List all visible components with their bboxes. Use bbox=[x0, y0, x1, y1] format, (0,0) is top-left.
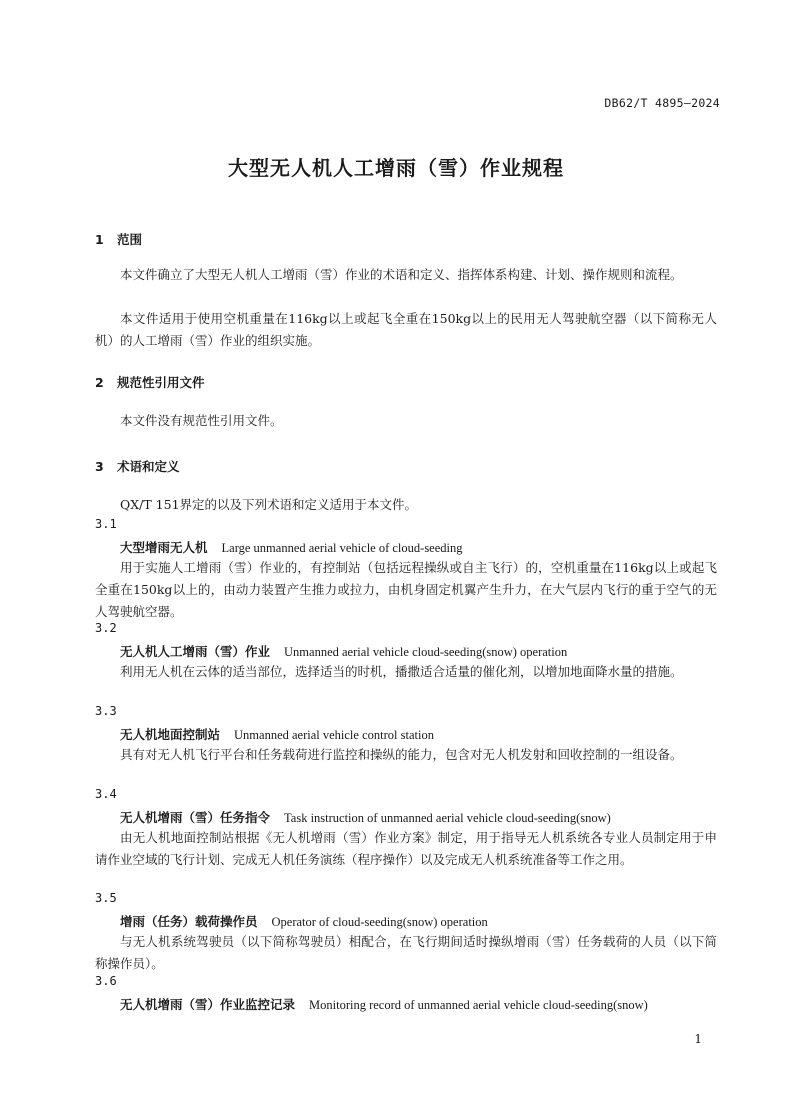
scope-paragraph-1: 本文件确立了大型无人机人工增雨（雪）作业的术语和定义、指挥体系构建、计划、操作规则和流程。 bbox=[120, 267, 683, 282]
term-heading bbox=[120, 995, 648, 1013]
term-number: 3.6 bbox=[95, 974, 117, 988]
section-number: 2 bbox=[95, 375, 104, 390]
term-en: Monitoring record of unmanned aerial vehicle cloud-seeding(snow) bbox=[309, 998, 648, 1012]
term-number: 3.5 bbox=[95, 891, 117, 905]
section-title: 规范性引用文件 bbox=[117, 375, 205, 390]
section-heading-normative-references bbox=[95, 373, 205, 391]
term-definition: 由无人机地面控制站根据《无人机增雨（雪）作业方案》制定，用于指导无人机系统各专业人员制定用于申请作业空域的飞行计划、完成无人机任务演练（程序操作）以及完成无人机系统准备等工作之用。 bbox=[95, 830, 717, 867]
term-en: Task instruction of unmanned aerial vehicle cloud-seeding(snow) bbox=[284, 811, 611, 825]
section-heading-scope bbox=[95, 230, 142, 248]
references-paragraph: 本文件没有规范性引用文件。 bbox=[120, 413, 283, 428]
section-title: 术语和定义 bbox=[117, 459, 180, 474]
term-cn: 无人机地面控制站 bbox=[120, 727, 221, 742]
term-en: Operator of cloud-seeding(snow) operation bbox=[271, 915, 488, 929]
terms-intro-paragraph: QX/T 151界定的以及下列术语和定义适用于本文件。 bbox=[120, 497, 418, 512]
term-heading bbox=[120, 642, 567, 660]
term-cn: 无人机增雨（雪）任务指令 bbox=[120, 810, 271, 825]
term-cn: 无人机人工增雨（雪）作业 bbox=[120, 644, 271, 659]
term-definition: 具有对无人机飞行平台和任务载荷进行监控和操纵的能力，包含对无人机发射和回收控制的一组设备。 bbox=[120, 747, 683, 762]
term-number: 3.4 bbox=[95, 787, 117, 801]
section-number: 1 bbox=[95, 232, 104, 247]
term-number: 3.1 bbox=[95, 517, 117, 531]
page-number: 1 bbox=[694, 1032, 702, 1046]
standard-code: DB62/T 4895—2024 bbox=[604, 96, 720, 110]
term-heading bbox=[120, 808, 611, 826]
term-en: Unmanned aerial vehicle cloud-seeding(snow) operation bbox=[284, 645, 568, 659]
term-number: 3.3 bbox=[95, 704, 117, 718]
term-cn: 无人机增雨（雪）作业监控记录 bbox=[120, 997, 296, 1012]
section-number: 3 bbox=[95, 459, 104, 474]
term-heading bbox=[120, 538, 463, 556]
term-cn: 大型增雨无人机 bbox=[120, 540, 208, 555]
section-title: 范围 bbox=[117, 232, 143, 247]
term-heading bbox=[120, 912, 488, 930]
term-heading bbox=[120, 725, 434, 743]
document-title: 大型无人机人工增雨（雪）作业规程 bbox=[228, 156, 564, 180]
section-heading-terms bbox=[95, 457, 180, 475]
term-number: 3.2 bbox=[95, 621, 117, 635]
term-definition: 利用无人机在云体的适当部位，选择适当的时机，播撒适合适量的催化剂，以增加地面降水量的措施。 bbox=[120, 664, 683, 679]
term-definition: 用于实施人工增雨（雪）作业的，有控制站（包括远程操纵或自主飞行）的，空机重量在116kg以上或起飞全重在150kg以上的，由动力装置产生推力或拉力，由机身固定机翼产生升力，在大气层内飞行的重于空气的无人驾驶航空器。 bbox=[95, 560, 717, 619]
term-definition: 与无人机系统驾驶员（以下简称驾驶员）相配合，在飞行期间适时操纵增雨（雪）任务载荷的人员（以下简称操作员）。 bbox=[95, 934, 717, 971]
term-en: Large unmanned aerial vehicle of cloud-seeding bbox=[221, 541, 463, 555]
term-en: Unmanned aerial vehicle control station bbox=[234, 728, 434, 742]
term-cn: 增雨（任务）载荷操作员 bbox=[120, 914, 258, 929]
scope-paragraph-2: 本文件适用于使用空机重量在116kg以上或起飞全重在150kg以上的民用无人驾驶航空器（以下简称无人机）的人工增雨（雪）作业的组织实施。 bbox=[95, 311, 717, 348]
